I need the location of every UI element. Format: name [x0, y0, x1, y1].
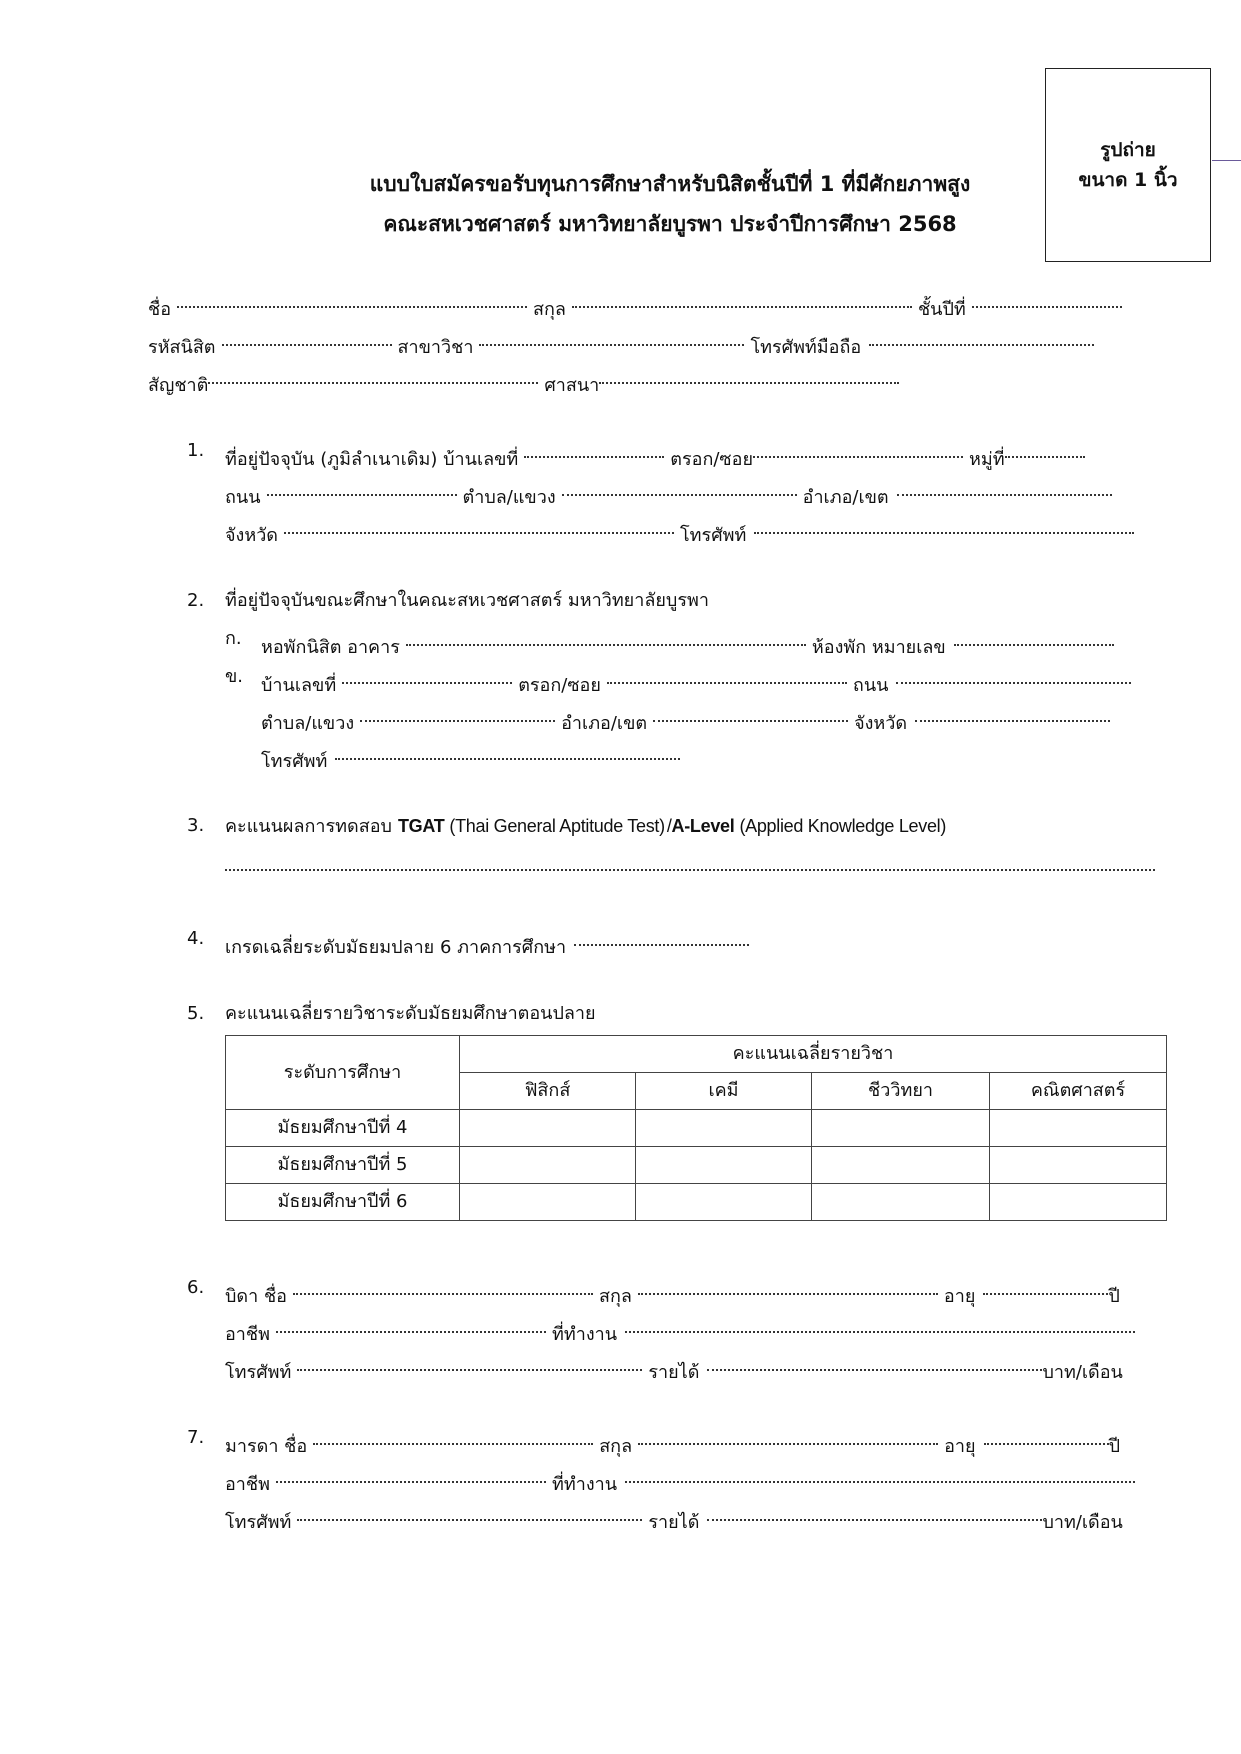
item2-number: 2.: [187, 590, 205, 611]
item2-alley-field[interactable]: [607, 663, 847, 691]
item1-district-field[interactable]: [897, 475, 1112, 503]
father-phone-label: โทรศัพท์: [225, 1362, 292, 1383]
item4-label: เกรดเฉลี่ยระดับมัธยมปลาย 6 ภาคการศึกษา: [225, 937, 567, 958]
item2-phone-field[interactable]: [335, 739, 680, 767]
item2-phone-label: โทรศัพท์: [261, 751, 328, 772]
item1-house-no-field[interactable]: [524, 437, 664, 465]
mother-workplace-field[interactable]: [625, 1462, 1135, 1490]
item1-number: 1.: [187, 440, 205, 461]
item2-alley-label: ตรอก/ซอย: [518, 675, 601, 696]
mother-occupation-label: อาชีพ: [225, 1474, 270, 1495]
father-workplace-field[interactable]: [625, 1312, 1135, 1340]
mother-phone-field[interactable]: [297, 1500, 642, 1528]
item2-heading: [225, 587, 709, 615]
item3-label: คะแนนผลการทดสอบ: [225, 816, 392, 837]
father-name-label: บิดา ชื่อ: [225, 1286, 287, 1307]
applicant-row-3: [148, 363, 899, 396]
applicant-row-2: [148, 325, 1094, 358]
name-label: ชื่อ: [148, 299, 172, 320]
name-field[interactable]: [177, 287, 527, 315]
father-occupation-label: อาชีพ: [225, 1324, 270, 1345]
item3-heading: [225, 812, 946, 840]
mother-income-label: รายได้: [648, 1512, 700, 1533]
religion-field[interactable]: [599, 363, 899, 391]
form-title-line2: คณะสหเวชศาสตร์ มหาวิทยาลัยบูรพา ประจำปีการศึกษา 2568: [383, 212, 957, 236]
row-label: มัธยมศึกษาปีที่ 5: [226, 1147, 460, 1184]
item1-row-2: [225, 475, 1112, 508]
mobile-label: โทรศัพท์มือถือ: [750, 337, 862, 358]
item1-row-1: [225, 437, 1085, 470]
item3-number: 3.: [187, 815, 205, 836]
item1-moo-field[interactable]: [1005, 437, 1085, 465]
father-income-unit: บาท/เดือน: [1042, 1362, 1123, 1383]
dorm-building-field[interactable]: [406, 625, 806, 653]
score-cell[interactable]: [990, 1184, 1167, 1221]
table-header-group: คะแนนเฉลี่ยรายวิชา: [460, 1036, 1167, 1073]
item4-row: [225, 925, 749, 958]
mother-occupation-field[interactable]: [276, 1462, 546, 1490]
table-header-level: ระดับการศึกษา: [226, 1036, 460, 1110]
religion-label: ศาสนา: [544, 375, 600, 396]
mother-phone-label: โทรศัพท์: [225, 1512, 292, 1533]
father-surname-field[interactable]: [638, 1274, 938, 1302]
item1-phone-field[interactable]: [754, 513, 1134, 541]
score-cell[interactable]: [460, 1110, 636, 1147]
mother-surname-field[interactable]: [638, 1424, 938, 1452]
subject-score-table: [225, 1035, 1167, 1221]
student-id-field[interactable]: [222, 325, 392, 353]
table-row: [226, 1184, 1167, 1221]
surname-field[interactable]: [572, 287, 912, 315]
item1-province-label: จังหวัด: [225, 525, 278, 546]
tgat-description: (Thai General Aptitude Test): [449, 816, 665, 836]
score-cell[interactable]: [460, 1184, 636, 1221]
item2-row-b2: [261, 701, 1110, 734]
gpa-field[interactable]: [574, 925, 749, 953]
slash-separator: /: [666, 816, 672, 836]
item1-subdistrict-field[interactable]: [562, 475, 797, 503]
test-score-field[interactable]: [225, 850, 1155, 878]
item2-house-no-label: บ้านเลขที่: [261, 675, 337, 696]
item1-phone-label: โทรศัพท์: [680, 525, 747, 546]
item2-row-b3: [261, 739, 680, 772]
mother-age-field[interactable]: [984, 1424, 1109, 1452]
major-field[interactable]: [479, 325, 744, 353]
father-income-field[interactable]: [707, 1350, 1042, 1378]
mother-income-field[interactable]: [707, 1500, 1042, 1528]
table-header-mathematics: คณิตศาสตร์: [990, 1073, 1167, 1110]
father-phone-field[interactable]: [297, 1350, 642, 1378]
nationality-label: สัญชาติ: [148, 375, 209, 396]
row-label: มัธยมศึกษาปีที่ 6: [226, 1184, 460, 1221]
item6-row-3: [225, 1350, 1123, 1383]
score-cell[interactable]: [812, 1147, 990, 1184]
item2-row-a: [261, 625, 1114, 658]
mother-age-label: อายุ: [944, 1436, 976, 1457]
item3-row-2: [225, 850, 1155, 878]
item1-road-label: ถนน: [225, 487, 261, 508]
score-cell[interactable]: [990, 1147, 1167, 1184]
item5-number: 5.: [187, 1003, 205, 1024]
item2-a-marker: ก.: [225, 628, 242, 649]
table-row: [226, 1147, 1167, 1184]
mobile-field[interactable]: [869, 325, 1094, 353]
father-surname-label: สกุล: [598, 1286, 632, 1307]
table-header-biology: ชีววิทยา: [812, 1073, 990, 1110]
mother-workplace-label: ที่ทำงาน: [552, 1474, 618, 1495]
mother-surname-label: สกุล: [599, 1436, 633, 1457]
table-header-physics: ฟิสิกส์: [460, 1073, 636, 1110]
room-number-label: ห้องพัก หมายเลข: [811, 637, 946, 658]
item2-province-label: จังหวัด: [854, 713, 908, 734]
item1-row-3: [225, 513, 1134, 546]
item1-label: ที่อยู่ปัจจุบัน (ภูมิลำเนาเดิม) บ้านเลขที่: [225, 449, 519, 470]
major-label: สาขาวิชา: [397, 337, 474, 358]
item7-row-2: [225, 1462, 1135, 1495]
item1-alley-field[interactable]: [753, 437, 963, 465]
father-occupation-field[interactable]: [276, 1312, 546, 1340]
father-name-field[interactable]: [293, 1274, 593, 1302]
item2-province-field[interactable]: [915, 701, 1110, 729]
surname-label: สกุล: [533, 299, 566, 320]
student-id-label: รหัสนิสิต: [148, 337, 216, 358]
nationality-field[interactable]: [208, 363, 538, 391]
tgat-label: TGAT: [397, 816, 445, 836]
row-label: มัธยมศึกษาปีที่ 4: [226, 1110, 460, 1147]
table-header-chemistry: เคมี: [636, 1073, 812, 1110]
item1-province-field[interactable]: [284, 513, 674, 541]
score-cell[interactable]: [990, 1110, 1167, 1147]
item2-row-b1: [261, 663, 1131, 696]
form-title-line1: แบบใบสมัครขอรับทุนการศึกษาสำหรับนิสิตชั้นปีที่ 1 ที่มีศักยภาพสูง: [369, 172, 971, 196]
year-label: ชั้นปีที่: [917, 299, 966, 320]
item2-label: ที่อยู่ปัจจุบันขณะศึกษาในคณะสหเวชศาสตร์ มหาวิทยาลัยบูรพา: [225, 590, 709, 611]
item2-house-no-field[interactable]: [342, 663, 512, 691]
item2-road-label: ถนน: [852, 675, 889, 696]
table-row: [226, 1110, 1167, 1147]
item2-road-field[interactable]: [896, 663, 1131, 691]
photo-label: รูปถ่าย: [1100, 139, 1156, 161]
margin-connector-line: [1212, 160, 1241, 161]
item1-subdistrict-label: ตำบล/แขวง: [462, 487, 556, 508]
alevel-label: A-Level: [671, 816, 735, 836]
room-number-field[interactable]: [954, 625, 1114, 653]
father-income-label: รายได้: [648, 1362, 700, 1383]
item2-district-field[interactable]: [653, 701, 848, 729]
item4-number: 4.: [187, 928, 205, 949]
score-cell[interactable]: [812, 1184, 990, 1221]
item6-row-2: [225, 1312, 1135, 1345]
father-age-unit: ปี: [1108, 1286, 1120, 1307]
item2-district-label: อำเภอ/เขต: [561, 713, 648, 734]
photo-size-label: ขนาด 1 นิ้ว: [1078, 169, 1178, 191]
item1-road-field[interactable]: [267, 475, 457, 503]
item6-row-1: [225, 1274, 1120, 1307]
item1-district-label: อำเภอ/เขต: [802, 487, 889, 508]
score-cell[interactable]: [812, 1110, 990, 1147]
item2-b-marker: ข.: [225, 666, 244, 687]
mother-income-unit: บาท/เดือน: [1042, 1512, 1123, 1533]
score-cell[interactable]: [636, 1147, 812, 1184]
item2-subdistrict-field[interactable]: [360, 701, 555, 729]
father-age-field[interactable]: [983, 1274, 1108, 1302]
score-cell[interactable]: [636, 1110, 812, 1147]
dorm-building-label: หอพักนิสิต อาคาร: [261, 637, 400, 658]
item1-alley-label: ตรอก/ซอย: [670, 449, 754, 470]
year-field[interactable]: [972, 287, 1122, 315]
item7-number: 7.: [187, 1427, 205, 1448]
mother-name-label: มารดา ชื่อ: [225, 1436, 308, 1457]
applicant-row-1: [148, 287, 1122, 320]
mother-age-unit: ปี: [1108, 1436, 1121, 1457]
father-workplace-label: ที่ทำงาน: [552, 1324, 618, 1345]
item2-subdistrict-label: ตำบล/แขวง: [261, 713, 355, 734]
score-cell[interactable]: [636, 1184, 812, 1221]
item5-label: คะแนนเฉลี่ยรายวิชาระดับมัธยมศึกษาตอนปลาย: [225, 1003, 596, 1024]
item1-moo-label: หมู่ที่: [969, 449, 1005, 470]
score-cell[interactable]: [460, 1147, 636, 1184]
item6-number: 6.: [187, 1277, 205, 1298]
mother-name-field[interactable]: [313, 1424, 593, 1452]
father-age-label: อายุ: [943, 1286, 976, 1307]
item7-row-3: [225, 1500, 1123, 1533]
alevel-description: (Applied Knowledge Level): [739, 816, 947, 836]
photo-placeholder-box: [1045, 68, 1211, 262]
item5-heading: [225, 1000, 596, 1028]
item7-row-1: [225, 1424, 1121, 1457]
